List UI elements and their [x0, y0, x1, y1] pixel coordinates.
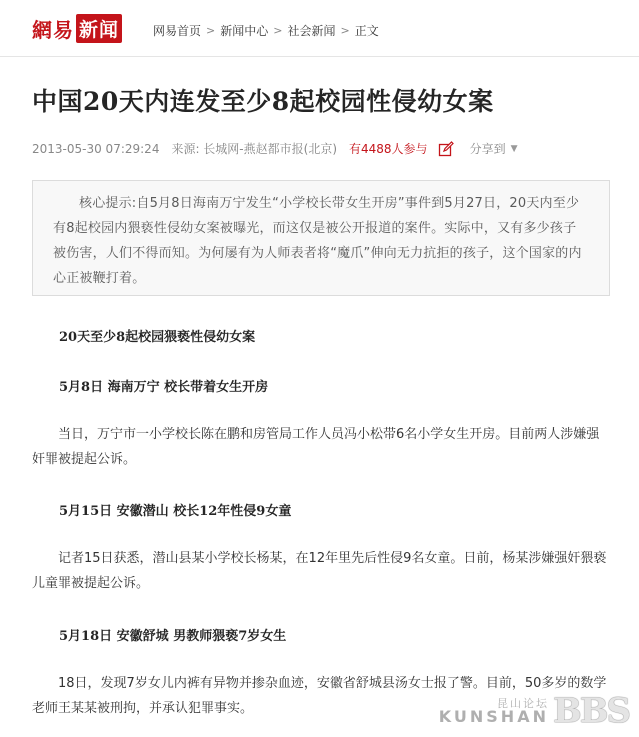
- breadcrumb: [153, 22, 379, 39]
- watermark-en: KUNSHAN: [438, 706, 549, 726]
- article-paragraph: 记者15日获悉，潜山县某小学校长杨某，在12年里先后性侵9名女童。日前，杨某涉嫌强奸猥亵儿童罪被提起公诉。: [32, 551, 607, 591]
- breadcrumb-home[interactable]: 网易首页: [153, 24, 202, 38]
- share-dropdown[interactable]: [470, 140, 518, 157]
- comment-edit-icon[interactable]: [438, 141, 454, 157]
- watermark-cn: 昆山论坛: [496, 696, 549, 710]
- article-title: 中国20天内连发至少8起校园性侵幼女案: [32, 87, 494, 116]
- breadcrumb-news-center[interactable]: 新闻中心: [220, 24, 269, 38]
- participants-count[interactable]: 有4488人参与: [349, 142, 428, 156]
- chevron-right-icon: >: [340, 24, 350, 37]
- logo-text: 網易: [32, 17, 74, 42]
- chevron-right-icon: >: [206, 24, 216, 37]
- logo-badge: 新闻: [76, 14, 122, 43]
- watermark-bbs: BBS: [552, 691, 629, 731]
- breadcrumb-society-news[interactable]: 社会新闻: [287, 24, 336, 38]
- breadcrumb-current: 正文: [354, 24, 379, 38]
- summary-label: 核心提示:: [79, 196, 137, 211]
- section-heading: 5月8日 海南万宁 校长带着女生开房: [59, 380, 269, 395]
- caret-down-icon: ▼: [510, 143, 518, 154]
- top-bar: [0, 0, 639, 57]
- watermark: [439, 691, 629, 731]
- article-paragraph: 当日，万宁市一小学校长陈在鹏和房管局工作人员冯小松带6名小学女生开房。目前两人涉嫌强奸罪被提起公诉。: [32, 427, 600, 467]
- article-source[interactable]: 来源: 长城网-燕赵都市报(北京): [171, 142, 338, 156]
- section-heading: 5月15日 安徽潜山 校长12年性侵9女童: [59, 504, 292, 519]
- publish-datetime: 2013-05-30 07:29:24: [32, 141, 160, 156]
- netease-news-logo[interactable]: [32, 16, 122, 40]
- share-label: 分享到: [469, 142, 506, 156]
- summary-box: [32, 180, 610, 296]
- summary-text: 自5月8日海南万宁发生“小学校长带女生开房”事件到5月27日，20天内至少有8起校园内猥亵性侵幼女案被曝光，而这仅是被公开报道的案件。实际中，又有多少孩子被伤害，人们不得而知。为何屡有为人师表者将“魔爪”伸向无力抗拒的孩子，这个国家的内心正被鞭打着。: [53, 196, 582, 286]
- article-meta: [32, 140, 518, 157]
- section-heading: 20天至少8起校园猥亵性侵幼女案: [59, 330, 256, 345]
- article-paragraph: 18日，发现7岁女儿内裤有异物并掺杂血迹，安徽省舒城县汤女士报了警。目前，50多岁的数学老师王某某被刑拘，并承认犯罪事实。: [32, 676, 607, 716]
- chevron-right-icon: >: [273, 24, 283, 37]
- section-heading: 5月18日 安徽舒城 男教师猥亵7岁女生: [59, 629, 287, 644]
